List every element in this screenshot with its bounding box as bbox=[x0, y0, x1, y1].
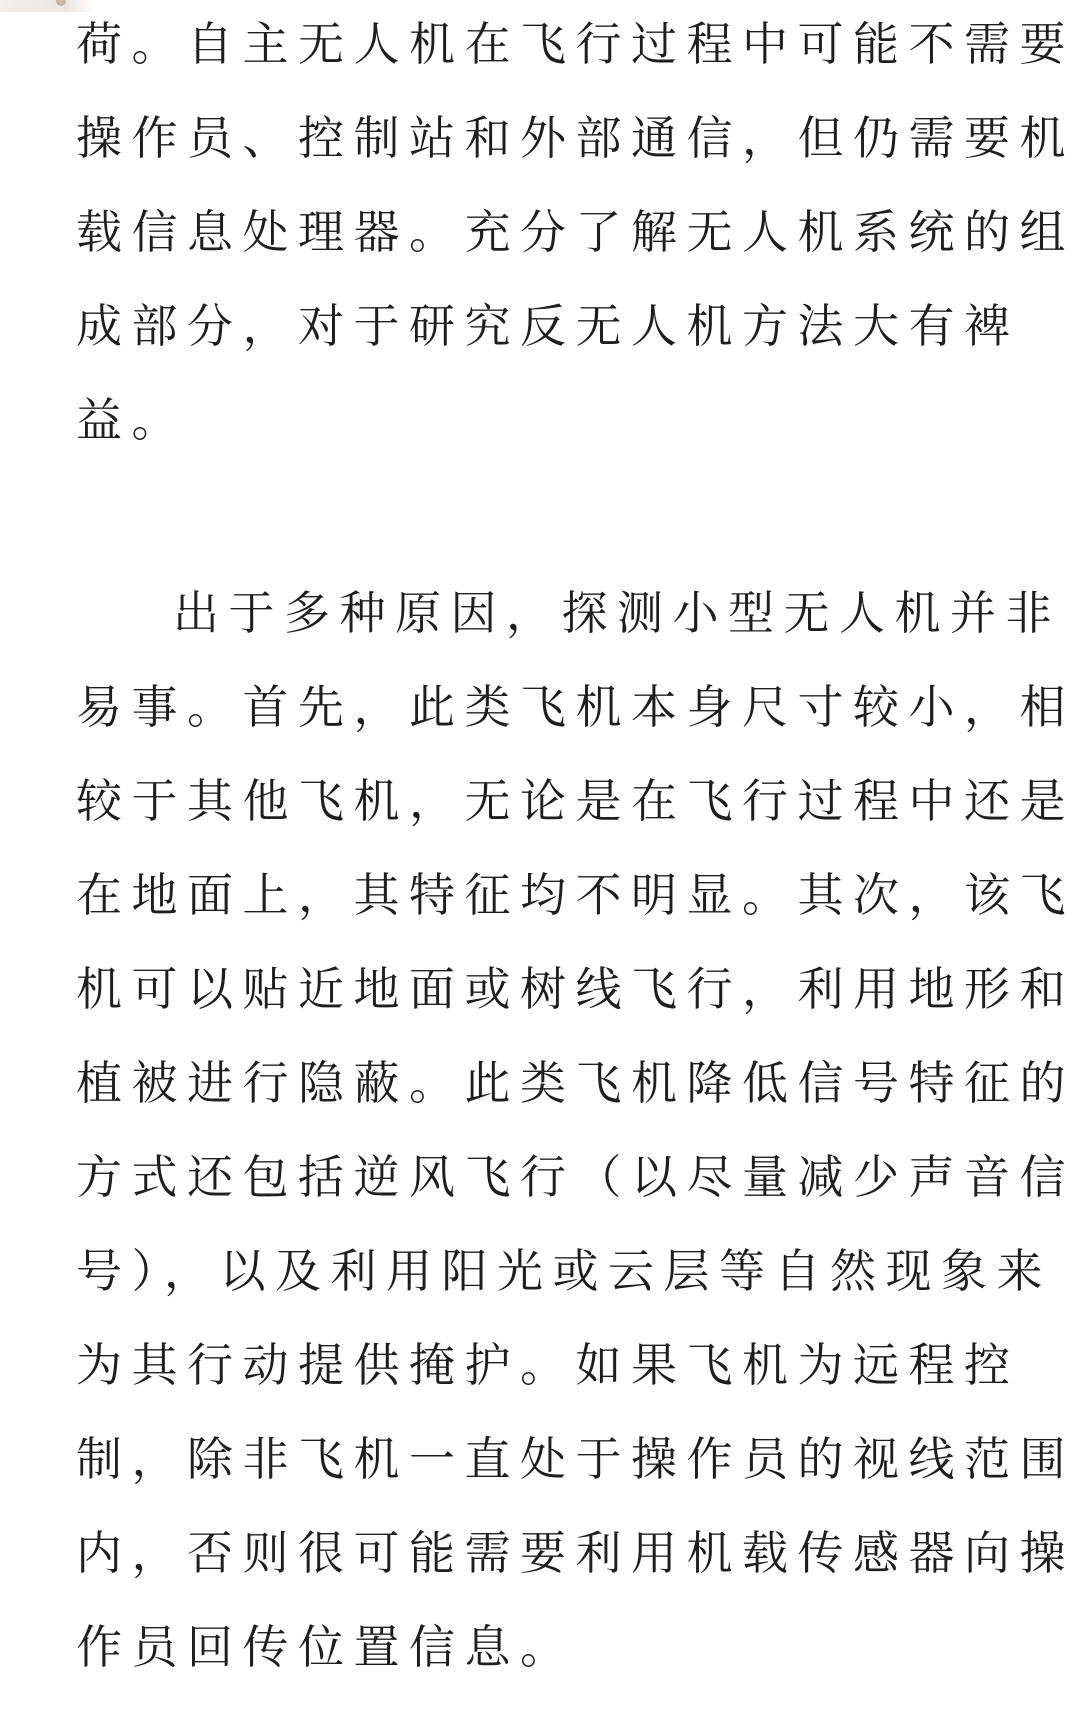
text-line: 操作员、控制站和外部通信，但仍需要机 bbox=[76, 111, 1075, 165]
text-line: 益。 bbox=[76, 393, 187, 447]
text-line: 在地面上，其特征均不明显。其次，该飞 bbox=[76, 868, 1075, 922]
text-line: 方式还包括逆风飞行（以尽量减少声音信 bbox=[76, 1150, 1075, 1204]
paragraph-2 bbox=[76, 566, 1075, 1694]
text-line: 易事。首先，此类飞机本身尺寸较小，相 bbox=[76, 680, 1075, 734]
text-line: 机可以贴近地面或树线飞行，利用地形和 bbox=[76, 962, 1075, 1016]
text-line: 出于多种原因，探测小型无人机并非 bbox=[173, 586, 1061, 640]
image-fragment-detail bbox=[56, 0, 66, 6]
text-line: 荷。自主无人机在飞行过程中可能不需要 bbox=[76, 17, 1075, 71]
text-line: 号），以及利用阳光或云层等自然现象来 bbox=[76, 1244, 1052, 1298]
text-line: 作员回传位置信息。 bbox=[76, 1620, 576, 1674]
text-line: 较于其他飞机，无论是在飞行过程中还是 bbox=[76, 774, 1075, 828]
text-line: 植被进行隐蔽。此类飞机降低信号特征的 bbox=[76, 1056, 1075, 1110]
text-line: 成部分，对于研究反无人机方法大有裨 bbox=[76, 299, 1020, 353]
text-line: 制，除非飞机一直处于操作员的视线范围 bbox=[76, 1432, 1075, 1486]
text-line: 为其行动提供掩护。如果飞机为远程控 bbox=[76, 1338, 1020, 1392]
text-line: 载信息处理器。充分了解无人机系统的组 bbox=[76, 205, 1075, 259]
paragraph-1 bbox=[76, 0, 1075, 467]
text-line: 内，否则很可能需要利用机载传感器向操 bbox=[76, 1526, 1075, 1580]
